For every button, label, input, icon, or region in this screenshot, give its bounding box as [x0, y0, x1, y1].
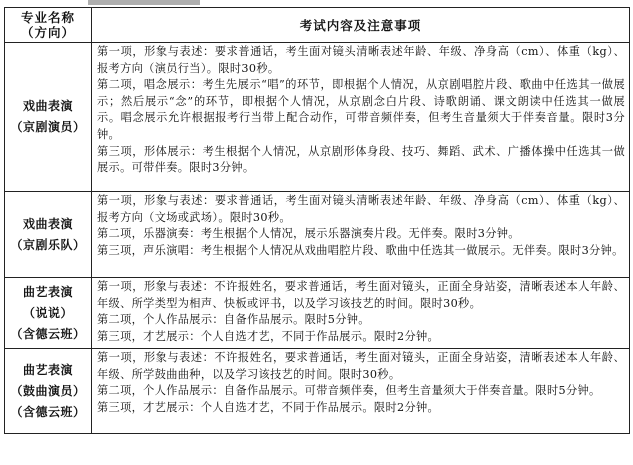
- exam-item: 第三项，才艺展示：个人自选才艺，不同于作品展示。限时2分钟。: [97, 329, 440, 343]
- major-line: 戏曲表演: [22, 99, 73, 113]
- major-line: 曲艺表演: [22, 284, 73, 299]
- major-line: （说说）: [22, 305, 73, 320]
- major-line: 戏曲表演: [22, 216, 73, 231]
- major-line: （鼓曲演员）: [10, 383, 86, 398]
- exam-item: 第一项，形象与表述：不许报姓名，要求普通话，考生面对镜头，正面全身站姿，清晰表述本人年龄、年级、所学鼓曲曲种，以及学习该技艺的时间。限时30秒。: [97, 351, 625, 381]
- exam-item: 第二项，个人作品展示：自备作品展示。可带音频伴奏，但考生音量须大于伴奏音量。限时5分钟。: [97, 384, 601, 398]
- table-row: [5, 192, 630, 278]
- table-row: [5, 349, 630, 434]
- exam-item: 第一项，形象与表述：不许报姓名，要求普通话，考生面对镜头，正面全身站姿，清晰表述本人年龄、年级、所学类型为相声、快板或评书，以及学习该技艺的时间。限时30秒。: [97, 280, 625, 310]
- table-header-row: [5, 8, 630, 43]
- exam-item: 第二项，个人作品展示：自备作品展示。限时5分钟。: [97, 313, 370, 327]
- exam-item: 第三项，声乐演唱：考生根据个人情况从戏曲唱腔片段、歌曲中任选其一做展示。无伴奏。限时3分钟。: [97, 243, 624, 257]
- exam-item: 第一项，形象与表述：要求普通话，考生面对镜头清晰表述年龄、年级、净身高（cm）、体重（kg）、报考方向（文场或武场）。限时30秒。: [97, 194, 625, 224]
- major-line: （京剧乐队）: [10, 237, 86, 252]
- exam-item: 第三项，形体展示：考生根据个人情况，从京剧形体身段、技巧、舞蹈、武术、广播体操中任选其一做展示。可带伴奏。限时3分钟。: [97, 144, 625, 175]
- header-exam-content: 考试内容及注意事项: [92, 8, 630, 43]
- exam-item: 第二项，乐器演奏：考生根据个人情况，展示乐器演奏片段。无伴奏。限时3分钟。: [97, 227, 520, 241]
- header-major-line1: 专业名称: [20, 10, 75, 25]
- exam-item: 第三项，才艺展示：个人自选才艺，不同于作品展示。限时2分钟。: [97, 400, 440, 414]
- major-cell: [5, 278, 92, 349]
- exam-requirements-table: [4, 7, 630, 434]
- header-major-line2: （方向）: [20, 25, 75, 40]
- exam-item: 第二项，唱念展示：考生先展示“唱”的环节，即根据个人情况，从京剧唱腔片段、歌曲中任选其一做展示；然后展示“念”的环节，即根据个人情况，从京剧念白片段、诗歌朗诵、课文朗读中任选其一做展示。唱念展示允许根据报考行当带上配合动作，可带音频伴奏，但考生音量须大于伴奏音量。限时3分钟。: [97, 78, 625, 141]
- major-line: （含德云班）: [10, 326, 86, 341]
- cropped-heading-remnant: [88, 0, 200, 5]
- major-cell: [5, 349, 92, 434]
- table-row: [5, 43, 630, 192]
- content-cell: [92, 43, 630, 192]
- exam-item: 第一项，形象与表述：要求普通话，考生面对镜头清晰表述年龄、年级、净身高（cm）、体重（kg）、报考方向（演员行当）。限时30秒。: [97, 45, 625, 75]
- table-row: [5, 278, 630, 349]
- major-line: 曲艺表演: [22, 362, 73, 377]
- content-cell: [92, 192, 630, 278]
- major-line: （含德云班）: [10, 404, 86, 419]
- major-line: （京剧演员）: [10, 120, 86, 134]
- major-cell: [5, 43, 92, 192]
- major-cell: [5, 192, 92, 278]
- header-major-name: [5, 8, 92, 43]
- content-cell: [92, 278, 630, 349]
- content-cell: [92, 349, 630, 434]
